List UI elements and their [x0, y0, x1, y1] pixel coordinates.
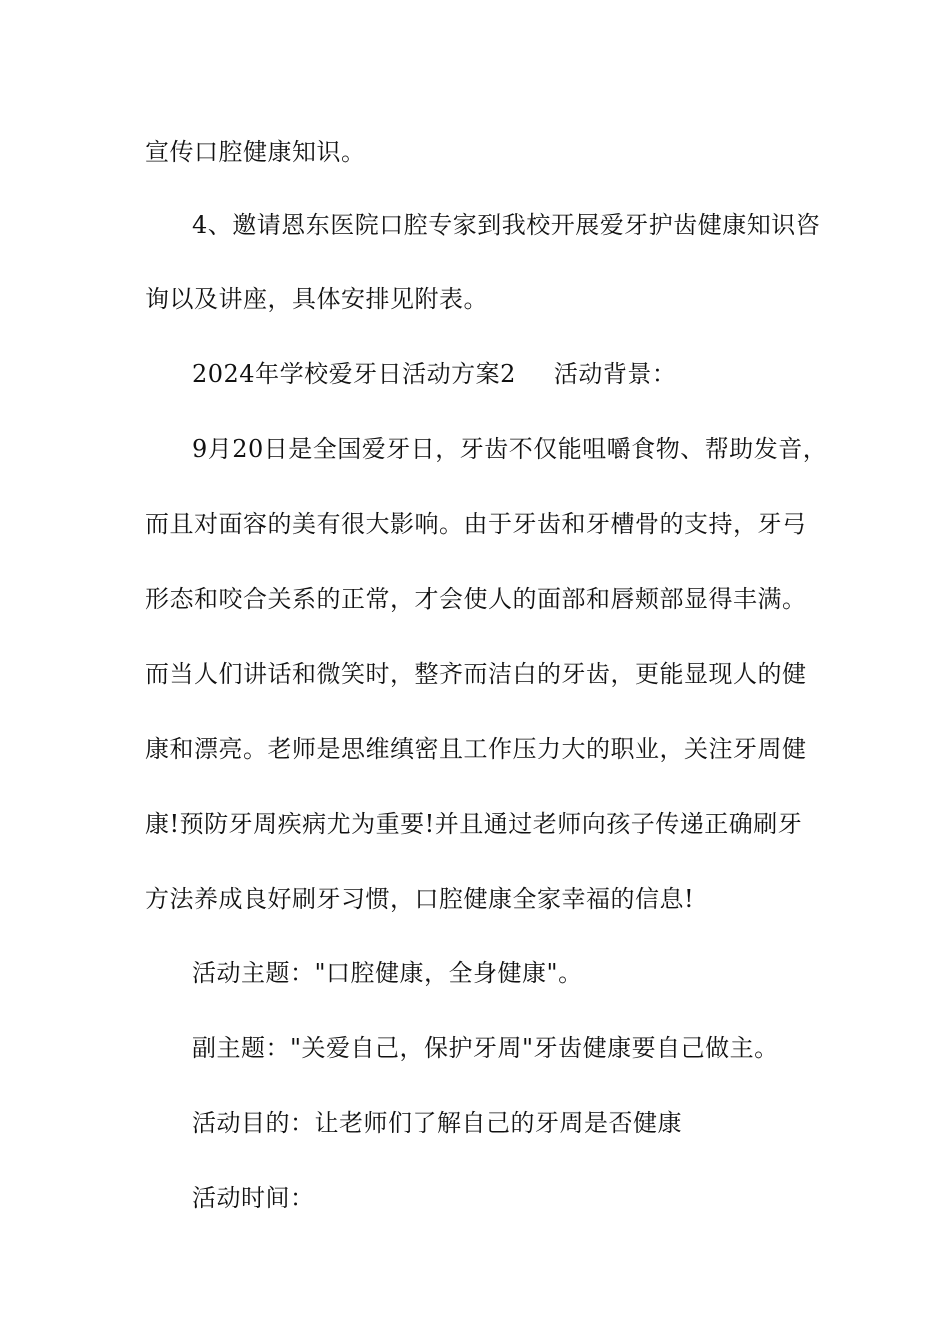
section-heading-line: [192, 359, 892, 389]
paragraph-line-3: 询以及讲座，具体安排见附表。: [145, 285, 488, 313]
paragraph-line-11: 方法养成良好刷牙习惯，口腔健康全家幸福的信息!: [145, 885, 695, 913]
section-title: 2024年学校爱牙日活动方案2: [192, 360, 516, 388]
paragraph-line-5: 9月20日是全国爱牙日，牙齿不仅能咀嚼食物、帮助发音，: [192, 435, 828, 463]
paragraph-line-8: 而当人们讲话和微笑时，整齐而洁白的牙齿，更能显现人的健: [145, 660, 807, 688]
activity-time-line: 活动时间：: [192, 1184, 315, 1212]
section-subheading: 活动背景：: [553, 360, 677, 388]
paragraph-line-9: 康和漂亮。老师是思维缜密且工作压力大的职业，关注牙周健: [145, 735, 807, 763]
paragraph-line-10: 康!预防牙周疾病尤为重要!并且通过老师向孩子传递正确刷牙: [145, 810, 803, 838]
activity-subtheme-line: 副主题："关爱自己，保护牙周"牙齿健康要自己做主。: [192, 1034, 779, 1062]
paragraph-line-2: 4、邀请恩东医院口腔专家到我校开展爱牙护齿健康知识咨: [192, 211, 821, 239]
paragraph-line-7: 形态和咬合关系的正常，才会使人的面部和唇颊部显得丰满。: [145, 585, 807, 613]
paragraph-line-6: 而且对面容的美有很大影响。由于牙齿和牙槽骨的支持，牙弓: [145, 510, 807, 538]
paragraph-line-1: 宣传口腔健康知识。: [145, 138, 366, 166]
activity-theme-line: 活动主题："口腔健康，全身健康"。: [192, 959, 583, 987]
activity-purpose-line: 活动目的：让老师们了解自己的牙周是否健康: [192, 1109, 682, 1137]
